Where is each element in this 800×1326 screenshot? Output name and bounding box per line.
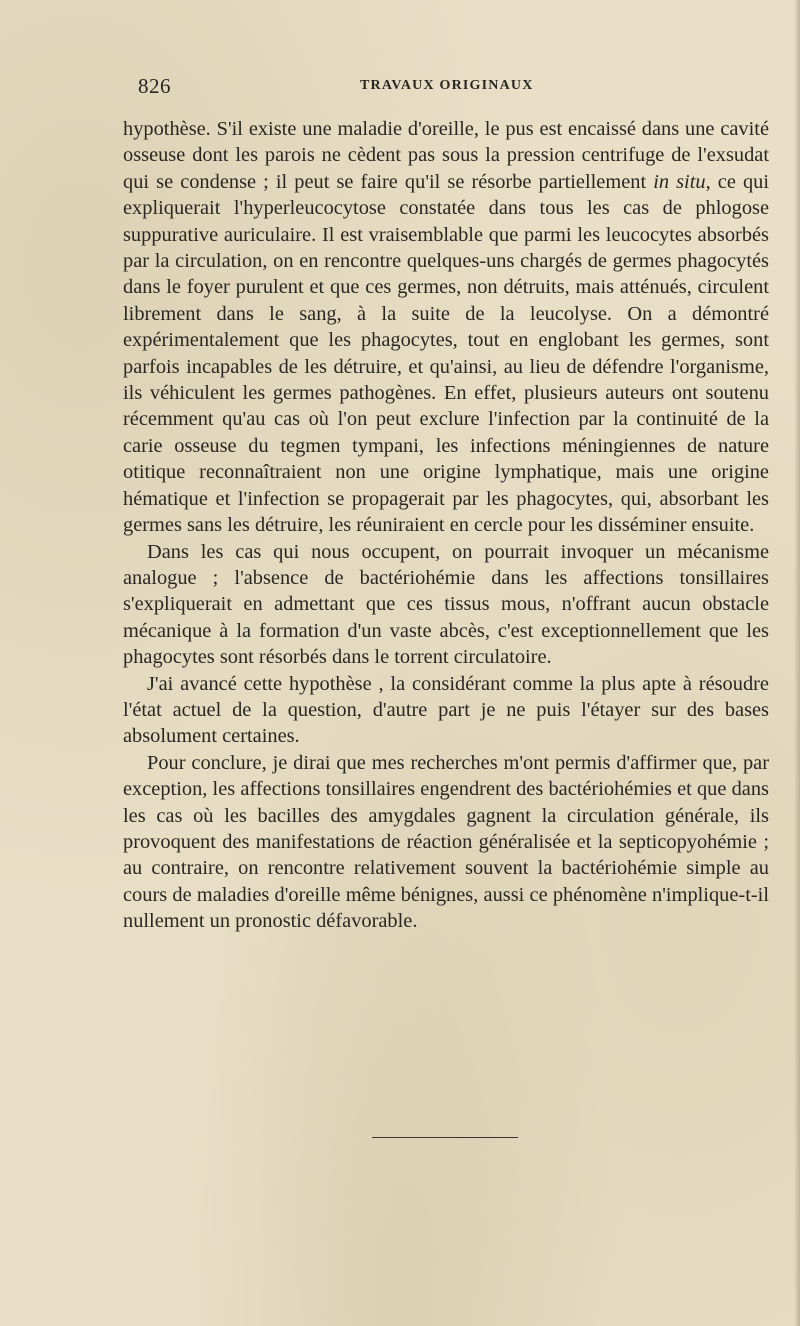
- paragraph-3: J'ai avancé cette hypothèse , la considérant comme la plus apte à résoudre l'état actuel de la question, d'autre part je ne puis l'étayer sur des bases absolument certaines.: [123, 672, 769, 748]
- page-header: [138, 74, 769, 98]
- paragraph-2: Dans les cas qui nous occupent, on pourrait invoquer un mécanisme analogue ; l'absence de bactériohémie dans les affections tonsillaires s'expliquerait en admettant que ces tissus mous, n'offrant aucun obstacle mécanique à la formation d'un vaste abcès, c'est exceptionnellement que les phagocytes sont résorbés dans le torrent circulatoire.: [123, 540, 769, 669]
- page-number: 826: [138, 74, 171, 98]
- paragraph-4: Pour conclure, je dirai que mes recherches m'ont permis d'affirmer que, par exception, les affections tonsillaires engendrent des bactériohémies et que dans les cas où les bacilles des amygdales gagnent la circulation générale, ils provoquent des manifestations de réaction généralisée et la septicopyohémie ; au contraire, on rencontre relativement souvent la bactériohémie simple au cours de maladies d'oreille même bénignes, aussi ce phénomène n'implique-t-il nullement un pronostic défavorable.: [123, 751, 769, 933]
- page-edge-shadow: [794, 0, 800, 1326]
- paragraph-1: [123, 116, 769, 539]
- paragraph-1-text-b: , ce qui expliquerait l'hyperleucocytose constatée dans tous les cas de phlogose suppurative auriculaire. Il est vraisemblable que parmi les leucocytes absorbés par la circulation, on en rencontre quelques-uns chargés de germes phagocytés dans le foyer purulent et que ces germes, non détruits, mais atténués, circulent librement dans le sang, à la suite de la leucolyse. On a démontré expérimentalement que les phagocytes, tout en englobant les germes, sont parfois incapables de les détruire, et qu'ainsi, au lieu de défendre l'organisme, ils véhiculent les germes pathogènes. En effet, plusieurs auteurs ont soutenu récemment qu'au cas où l'on peut exclure l'infection par la continuité de la carie osseuse du tegmen tympani, les infections méningiennes de nature otitique reconnaîtraient non une origine lymphatique, mais une origine hématique et l'infection se propagerait par les phagocytes, qui, absorbant les germes sans les détruire, les réuniraient en cercle pour les disséminer ensuite.: [123, 170, 769, 537]
- paragraph-1-italic: in situ: [653, 170, 706, 193]
- end-rule: [372, 1137, 518, 1138]
- paragraph-1-text-a: hypothèse. S'il existe une maladie d'oreille, le pus est encaissé dans une cavité osseuse dont les parois ne cèdent pas sous la pression centrifuge de l'exsudat qui se condense ; il peut se faire qu'il se résorbe partiellement: [123, 118, 769, 193]
- running-title: TRAVAUX ORIGINAUX: [360, 78, 534, 93]
- body-text: [123, 116, 769, 935]
